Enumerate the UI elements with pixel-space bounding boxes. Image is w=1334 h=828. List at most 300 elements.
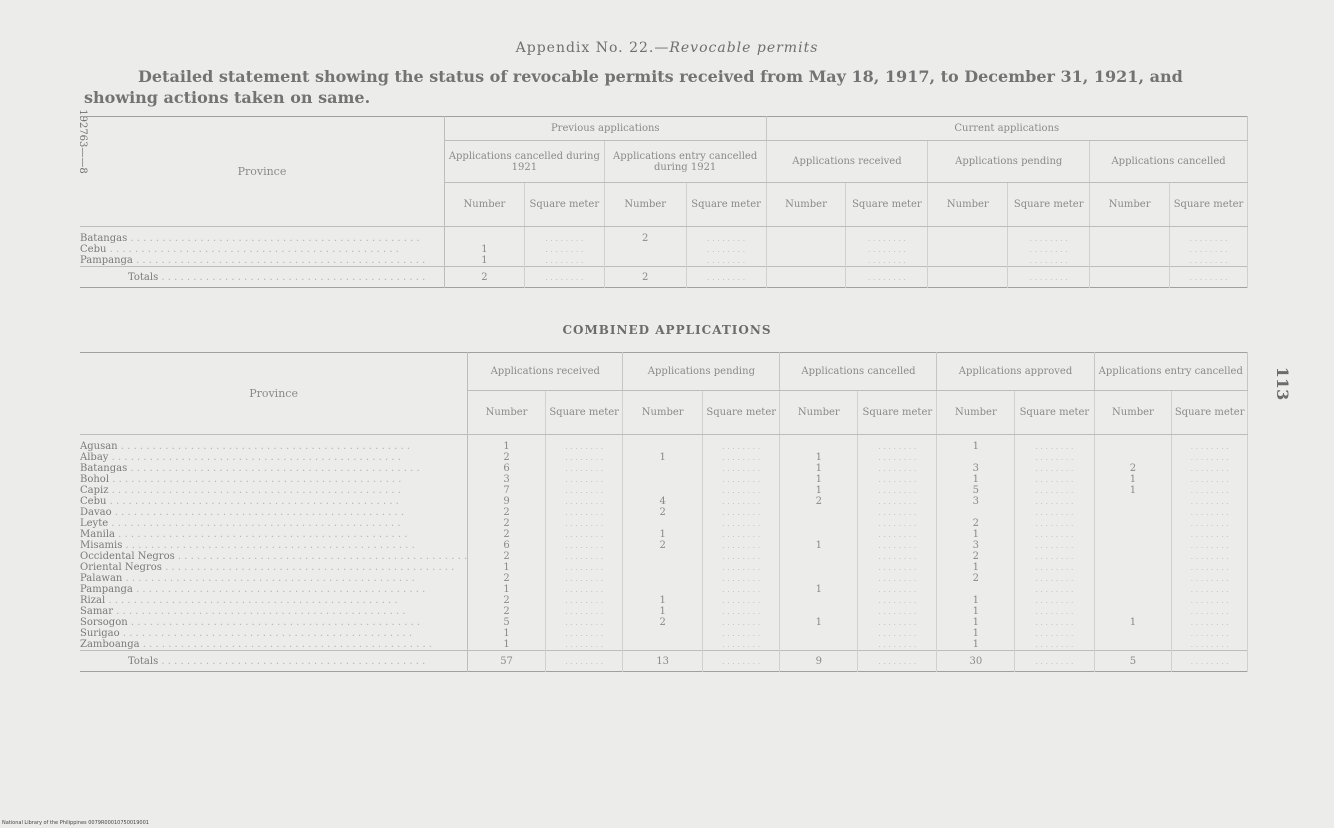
number-cell: 1 [937, 441, 1015, 452]
total-square-meter-cell: . . . . . . . . [846, 267, 928, 288]
square-meter-cell: . . . . . . . . [545, 540, 622, 551]
square-meter-cell: . . . . . . . . [545, 485, 622, 496]
table-row [80, 496, 1248, 507]
province-cell [80, 562, 468, 573]
number-cell [623, 518, 703, 529]
province-cell [80, 244, 444, 255]
column-number: Number [1094, 391, 1172, 435]
dot-leader: . . . . . . . . . . . . . . . . . . . . . . . . . . . . . . . . . . . . . . . . . . . . . . [111, 507, 405, 518]
square-meter-cell: . . . . . . . . [545, 595, 622, 606]
square-meter-cell: . . . . . . . . [1015, 496, 1094, 507]
square-meter-cell: . . . . . . . . [545, 584, 622, 595]
totals-row [80, 267, 1248, 288]
table-row [80, 617, 1248, 628]
square-meter-cell: . . . . . . . . [1172, 595, 1248, 606]
square-meter-cell: . . . . . . . . [858, 529, 937, 540]
number-cell [1094, 529, 1172, 540]
square-meter-cell: . . . . . . . . [703, 452, 780, 463]
dot-leader: . . . . . . . . . . . . . . . . . . . . . . . . . . . . . . . . . . . . . . . . . . . . . . [115, 529, 408, 540]
column-square-meter: Square meter [1170, 183, 1248, 227]
square-meter-cell: . . . . . . . . [545, 474, 622, 485]
number-cell [937, 584, 1015, 595]
column-number: Number [766, 183, 846, 227]
group-applications-received: Applications received [468, 353, 623, 391]
province-name: Cebu [80, 496, 107, 507]
square-meter-cell: . . . . . . . . [545, 573, 622, 584]
number-cell: 3 [937, 496, 1015, 507]
square-meter-cell: . . . . . . . . [858, 496, 937, 507]
number-cell: 1 [468, 441, 546, 452]
group-current-applications: Current applications [766, 117, 1247, 141]
number-cell: 1 [623, 529, 703, 540]
previous-current-applications-table [80, 116, 1248, 288]
total-square-meter-cell: . . . . . . . . [1172, 651, 1248, 672]
number-cell: 1 [468, 628, 546, 639]
number-cell [937, 507, 1015, 518]
square-meter-cell: . . . . . . . . [1172, 562, 1248, 573]
square-meter-cell: . . . . . . . . [703, 628, 780, 639]
square-meter-cell: . . . . . . . . [1008, 255, 1090, 267]
total-number-cell: 5 [1094, 651, 1172, 672]
square-meter-cell: . . . . . . . . [858, 606, 937, 617]
square-meter-cell: . . . . . . . . [1172, 551, 1248, 562]
number-cell: 1 [937, 474, 1015, 485]
square-meter-cell: . . . . . . . . [545, 628, 622, 639]
square-meter-cell: . . . . . . . . [686, 255, 766, 267]
number-cell: 6 [468, 540, 546, 551]
square-meter-cell: . . . . . . . . [703, 496, 780, 507]
group-applications-approved: Applications approved [937, 353, 1094, 391]
province-name: Bohol [80, 474, 110, 485]
province-name: Capiz [80, 485, 109, 496]
province-cell [80, 496, 468, 507]
square-meter-cell: . . . . . . . . [858, 452, 937, 463]
number-cell [780, 595, 858, 606]
number-cell [766, 233, 846, 244]
number-cell [444, 233, 524, 244]
column-number: Number [780, 391, 858, 435]
square-meter-cell: . . . . . . . . [858, 485, 937, 496]
square-meter-cell: . . . . . . . . [1015, 628, 1094, 639]
table-row [80, 529, 1248, 540]
number-cell: 7 [468, 485, 546, 496]
square-meter-cell: . . . . . . . . [545, 639, 622, 651]
document-description: Detailed statement showing the status of revocable permits received from May 18, 1917, to December 31, 1921, and showing actions taken on same. [84, 67, 1183, 107]
number-cell [780, 551, 858, 562]
table1-body [80, 227, 1248, 288]
number-cell [623, 639, 703, 651]
square-meter-cell: . . . . . . . . [1172, 496, 1248, 507]
number-cell [1090, 255, 1170, 267]
square-meter-cell: . . . . . . . . [1015, 463, 1094, 474]
total-square-meter-cell: . . . . . . . . [1170, 267, 1248, 288]
page-number [1272, 364, 1298, 404]
number-cell [780, 529, 858, 540]
number-cell: 9 [468, 496, 546, 507]
number-cell: 3 [937, 463, 1015, 474]
column-number: Number [468, 391, 546, 435]
square-meter-cell: . . . . . . . . [703, 562, 780, 573]
square-meter-cell: . . . . . . . . [1172, 485, 1248, 496]
number-cell [1090, 233, 1170, 244]
number-cell: 1 [937, 595, 1015, 606]
number-cell [780, 562, 858, 573]
number-cell: 1 [780, 617, 858, 628]
number-cell [780, 628, 858, 639]
province-cell [80, 595, 468, 606]
province-cell [80, 233, 444, 244]
column-number: Number [937, 391, 1015, 435]
dot-leader: . . . . . . . . . . . . . . . . . . . . . . . . . . . . . . . . . . . . . . . . . . . . . . [109, 474, 402, 485]
number-cell: 4 [623, 496, 703, 507]
number-cell [780, 639, 858, 651]
square-meter-cell: . . . . . . . . [1170, 233, 1248, 244]
province-cell [80, 573, 468, 584]
number-cell [623, 463, 703, 474]
square-meter-cell: . . . . . . . . [1172, 606, 1248, 617]
page-number-text: 113 [1273, 366, 1293, 401]
number-cell: 2 [937, 551, 1015, 562]
table-row [80, 441, 1248, 452]
square-meter-cell: . . . . . . . . [703, 606, 780, 617]
number-cell [1094, 452, 1172, 463]
square-meter-cell: . . . . . . . . [1015, 617, 1094, 628]
number-cell: 6 [468, 463, 546, 474]
table-row [80, 244, 1248, 255]
square-meter-cell: . . . . . . . . [846, 233, 928, 244]
number-cell [1094, 496, 1172, 507]
combined-applications-title: COMBINED APPLICATIONS [562, 323, 772, 337]
number-cell [928, 244, 1008, 255]
total-number-cell: 2 [604, 267, 686, 288]
province-name: Zamboanga [80, 639, 140, 650]
number-cell [780, 606, 858, 617]
total-number-cell [1090, 267, 1170, 288]
table-row [80, 639, 1248, 651]
number-cell: 2 [604, 233, 686, 244]
dot-leader: . . . . . . . . . . . . . . . . . . . . . . . . . . . . . . . . . . . . . . . . . . . . . . [106, 244, 399, 255]
province-name: Surigao [80, 628, 120, 639]
number-cell [623, 628, 703, 639]
group-applications-cancelled: Applications cancelled [780, 353, 937, 391]
province-name: Pampanga [80, 255, 133, 266]
dot-leader: . . . . . . . . . . . . . . . . . . . . . . . . . . . . . . . . . . . . . . . . . . . . . . [127, 233, 420, 244]
table-row [80, 562, 1248, 573]
dot-leader: . . . . . . . . . . . . . . . . . . . . . . . . . . . . . . . . . . . . . . . . . . . . . . [127, 617, 421, 628]
province-name: Palawan [80, 573, 123, 584]
sub-header-cancelled: Applications cancelled [1090, 141, 1248, 183]
number-cell: 1 [623, 595, 703, 606]
table2-body [80, 435, 1248, 672]
number-cell: 1 [623, 452, 703, 463]
totals-row [80, 651, 1248, 672]
square-meter-cell: . . . . . . . . [703, 617, 780, 628]
number-cell: 2 [623, 507, 703, 518]
total-square-meter-cell: . . . . . . . . [686, 267, 766, 288]
number-cell [604, 244, 686, 255]
province-cell [80, 518, 468, 529]
square-meter-cell: . . . . . . . . [858, 507, 937, 518]
square-meter-cell: . . . . . . . . [524, 244, 604, 255]
square-meter-cell: . . . . . . . . [1015, 507, 1094, 518]
column-square-meter: Square meter [703, 391, 780, 435]
province-name: Pampanga [80, 584, 133, 595]
dot-leader: . . . . . . . . . . . . . . . . . . . . . . . . . . . . . . . . . . . . . . . . . . . . . . [139, 639, 433, 650]
square-meter-cell: . . . . . . . . [545, 496, 622, 507]
square-meter-cell: . . . . . . . . [1015, 584, 1094, 595]
column-number: Number [604, 183, 686, 227]
number-cell: 1 [1094, 617, 1172, 628]
dot-leader: . . . . . . . . . . . . . . . . . . . . . . . . . . . . . . . . . . . . . . . . . . [158, 655, 426, 667]
number-cell [1094, 562, 1172, 573]
total-number-cell [766, 267, 846, 288]
number-cell [1094, 639, 1172, 651]
total-square-meter-cell: . . . . . . . . [1015, 651, 1094, 672]
square-meter-cell: . . . . . . . . [703, 529, 780, 540]
dot-leader: . . . . . . . . . . . . . . . . . . . . . . . . . . . . . . . . . . . . . . . . . . . . . . [108, 452, 401, 463]
square-meter-cell: . . . . . . . . [1172, 639, 1248, 651]
square-meter-cell: . . . . . . . . [1015, 551, 1094, 562]
square-meter-cell: . . . . . . . . [703, 463, 780, 474]
table-row [80, 233, 1248, 244]
square-meter-cell: . . . . . . . . [703, 507, 780, 518]
number-cell: 2 [468, 518, 546, 529]
totals-label-cell [80, 267, 444, 288]
province-cell [80, 540, 468, 551]
table-row [80, 540, 1248, 551]
number-cell [928, 255, 1008, 267]
number-cell: 2 [468, 452, 546, 463]
province-cell [80, 551, 468, 562]
square-meter-cell: . . . . . . . . [1172, 474, 1248, 485]
dot-leader: . . . . . . . . . . . . . . . . . . . . . . . . . . . . . . . . . . . . . . . . . . . . . . [108, 485, 401, 496]
square-meter-cell: . . . . . . . . [846, 244, 928, 255]
square-meter-cell: . . . . . . . . [686, 244, 766, 255]
group-applications-pending: Applications pending [623, 353, 780, 391]
number-cell [623, 562, 703, 573]
square-meter-cell: . . . . . . . . [1015, 485, 1094, 496]
square-meter-cell: . . . . . . . . [858, 595, 937, 606]
totals-label: Totals [128, 271, 159, 283]
square-meter-cell: . . . . . . . . [1172, 507, 1248, 518]
province-cell [80, 529, 468, 540]
appendix-subject: Revocable permits [669, 40, 819, 56]
number-cell: 3 [937, 540, 1015, 551]
number-cell: 1 [468, 562, 546, 573]
table-row [80, 474, 1248, 485]
total-square-meter-cell: . . . . . . . . [858, 651, 937, 672]
appendix-heading: Appendix No. 22.—Revocable permits [515, 40, 819, 56]
number-cell [1094, 595, 1172, 606]
province-cell [80, 507, 468, 518]
number-cell [1094, 551, 1172, 562]
square-meter-cell: . . . . . . . . [1172, 584, 1248, 595]
square-meter-cell: . . . . . . . . [703, 518, 780, 529]
number-cell [766, 244, 846, 255]
square-meter-cell: . . . . . . . . [1015, 518, 1094, 529]
number-cell: 1 [937, 562, 1015, 573]
dot-leader: . . . . . . . . . . . . . . . . . . . . . . . . . . . . . . . . . . . . . . . . . . . . . . [174, 551, 468, 562]
total-number-cell: 9 [780, 651, 858, 672]
square-meter-cell: . . . . . . . . [1172, 573, 1248, 584]
dot-leader: . . . . . . . . . . . . . . . . . . . . . . . . . . . . . . . . . . . . . . . . . . . . . . [117, 441, 411, 452]
square-meter-cell: . . . . . . . . [545, 529, 622, 540]
square-meter-cell: . . . . . . . . [703, 485, 780, 496]
square-meter-cell: . . . . . . . . [1015, 562, 1094, 573]
square-meter-cell: . . . . . . . . [545, 551, 622, 562]
square-meter-cell: . . . . . . . . [1172, 452, 1248, 463]
table-row [80, 485, 1248, 496]
total-number-cell: 30 [937, 651, 1015, 672]
number-cell: 2 [623, 540, 703, 551]
number-cell [604, 255, 686, 267]
number-cell: 1 [1094, 485, 1172, 496]
province-name: Davao [80, 507, 112, 518]
square-meter-cell: . . . . . . . . [1008, 244, 1090, 255]
group-applications-entry-cancelled: Applications entry cancelled [1094, 353, 1247, 391]
number-cell [623, 441, 703, 452]
number-cell: 2 [468, 573, 546, 584]
table-row [80, 584, 1248, 595]
number-cell: 1 [780, 463, 858, 474]
square-meter-cell: . . . . . . . . [703, 474, 780, 485]
number-cell: 1 [444, 255, 524, 267]
province-name: Misamis [80, 540, 123, 551]
number-cell [1090, 244, 1170, 255]
number-cell [1094, 518, 1172, 529]
square-meter-cell: . . . . . . . . [1172, 628, 1248, 639]
dot-leader: . . . . . . . . . . . . . . . . . . . . . . . . . . . . . . . . . . . . . . . . . . . . . . [132, 255, 426, 266]
table-row [80, 551, 1248, 562]
column-number: Number [623, 391, 703, 435]
province-name: Batangas [80, 463, 128, 474]
number-cell: 1 [468, 639, 546, 651]
province-name: Oriental Negros [80, 562, 162, 573]
dot-leader: . . . . . . . . . . . . . . . . . . . . . . . . . . . . . . . . . . . . . . . . . . . . . . [122, 540, 415, 551]
column-square-meter: Square meter [1008, 183, 1090, 227]
sub-header-cancelled-1921: Applications cancelled during 1921 [444, 141, 604, 183]
number-cell: 2 [468, 529, 546, 540]
square-meter-cell: . . . . . . . . [858, 628, 937, 639]
province-name: Batangas [80, 233, 128, 244]
square-meter-cell: . . . . . . . . [1015, 540, 1094, 551]
number-cell: 1 [937, 617, 1015, 628]
square-meter-cell: . . . . . . . . [1015, 474, 1094, 485]
province-name: Occidental Negros [80, 551, 175, 562]
square-meter-cell: . . . . . . . . [524, 233, 604, 244]
square-meter-cell: . . . . . . . . [1015, 606, 1094, 617]
number-cell: 1 [1094, 474, 1172, 485]
province-header: Province [80, 353, 468, 435]
square-meter-cell: . . . . . . . . [524, 255, 604, 267]
square-meter-cell: . . . . . . . . [545, 463, 622, 474]
province-cell [80, 485, 468, 496]
column-number: Number [1090, 183, 1170, 227]
square-meter-cell: . . . . . . . . [1170, 255, 1248, 267]
number-cell: 2 [468, 606, 546, 617]
number-cell [937, 452, 1015, 463]
province-cell [80, 628, 468, 639]
total-square-meter-cell: . . . . . . . . [545, 651, 622, 672]
table-row [80, 255, 1248, 267]
square-meter-cell: . . . . . . . . [846, 255, 928, 267]
total-number-cell: 57 [468, 651, 546, 672]
column-square-meter: Square meter [524, 183, 604, 227]
province-name: Albay [80, 452, 109, 463]
number-cell: 2 [468, 507, 546, 518]
table-row [80, 518, 1248, 529]
table-row [80, 573, 1248, 584]
square-meter-cell: . . . . . . . . [858, 584, 937, 595]
province-header: Province [80, 117, 444, 227]
province-cell [80, 441, 468, 452]
table-row [80, 628, 1248, 639]
square-meter-cell: . . . . . . . . [545, 617, 622, 628]
dot-leader: . . . . . . . . . . . . . . . . . . . . . . . . . . . . . . . . . . . . . . . . . . . . . . [113, 606, 406, 617]
number-cell [780, 507, 858, 518]
square-meter-cell: . . . . . . . . [1172, 518, 1248, 529]
column-number: Number [444, 183, 524, 227]
table-row [80, 452, 1248, 463]
square-meter-cell: . . . . . . . . [1172, 463, 1248, 474]
dot-leader: . . . . . . . . . . . . . . . . . . . . . . . . . . . . . . . . . . . . . . . . . . . . . . [105, 595, 398, 606]
table-row [80, 507, 1248, 518]
number-cell: 1 [937, 529, 1015, 540]
number-cell: 5 [468, 617, 546, 628]
dot-leader: . . . . . . . . . . . . . . . . . . . . . . . . . . . . . . . . . . . . . . . . . . . . . . [161, 562, 455, 573]
footer-credit: National Library of the Philippines 0079R00010750019001 [2, 820, 149, 826]
square-meter-cell: . . . . . . . . [703, 595, 780, 606]
number-cell: 1 [444, 244, 524, 255]
total-square-meter-cell: . . . . . . . . [1008, 267, 1090, 288]
number-cell: 3 [468, 474, 546, 485]
totals-label-cell [80, 651, 468, 672]
square-meter-cell: . . . . . . . . [1172, 617, 1248, 628]
number-cell [1094, 628, 1172, 639]
total-square-meter-cell: . . . . . . . . [524, 267, 604, 288]
province-name: Manila [80, 529, 115, 540]
column-square-meter: Square meter [1172, 391, 1248, 435]
province-cell [80, 255, 444, 267]
province-cell [80, 452, 468, 463]
number-cell [1094, 606, 1172, 617]
dot-leader: . . . . . . . . . . . . . . . . . . . . . . . . . . . . . . . . . . . . . . . . . . . . . . [122, 573, 415, 584]
total-square-meter-cell: . . . . . . . . [703, 651, 780, 672]
number-cell [623, 485, 703, 496]
number-cell [780, 441, 858, 452]
square-meter-cell: . . . . . . . . [1015, 529, 1094, 540]
table-row [80, 606, 1248, 617]
square-meter-cell: . . . . . . . . [703, 551, 780, 562]
square-meter-cell: . . . . . . . . [1172, 529, 1248, 540]
province-name: Sorsogon [80, 617, 128, 628]
number-cell [780, 573, 858, 584]
total-number-cell: 2 [444, 267, 524, 288]
province-name: Agusan [80, 441, 118, 452]
number-cell: 1 [780, 485, 858, 496]
square-meter-cell: . . . . . . . . [545, 441, 622, 452]
square-meter-cell: . . . . . . . . [545, 452, 622, 463]
number-cell [1094, 441, 1172, 452]
province-cell [80, 474, 468, 485]
square-meter-cell: . . . . . . . . [858, 474, 937, 485]
square-meter-cell: . . . . . . . . [858, 551, 937, 562]
column-square-meter: Square meter [1015, 391, 1094, 435]
square-meter-cell: . . . . . . . . [545, 562, 622, 573]
number-cell: 1 [780, 452, 858, 463]
square-meter-cell: . . . . . . . . [858, 562, 937, 573]
sub-header-entry-cancelled-1921: Applications entry cancelled during 1921 [604, 141, 766, 183]
